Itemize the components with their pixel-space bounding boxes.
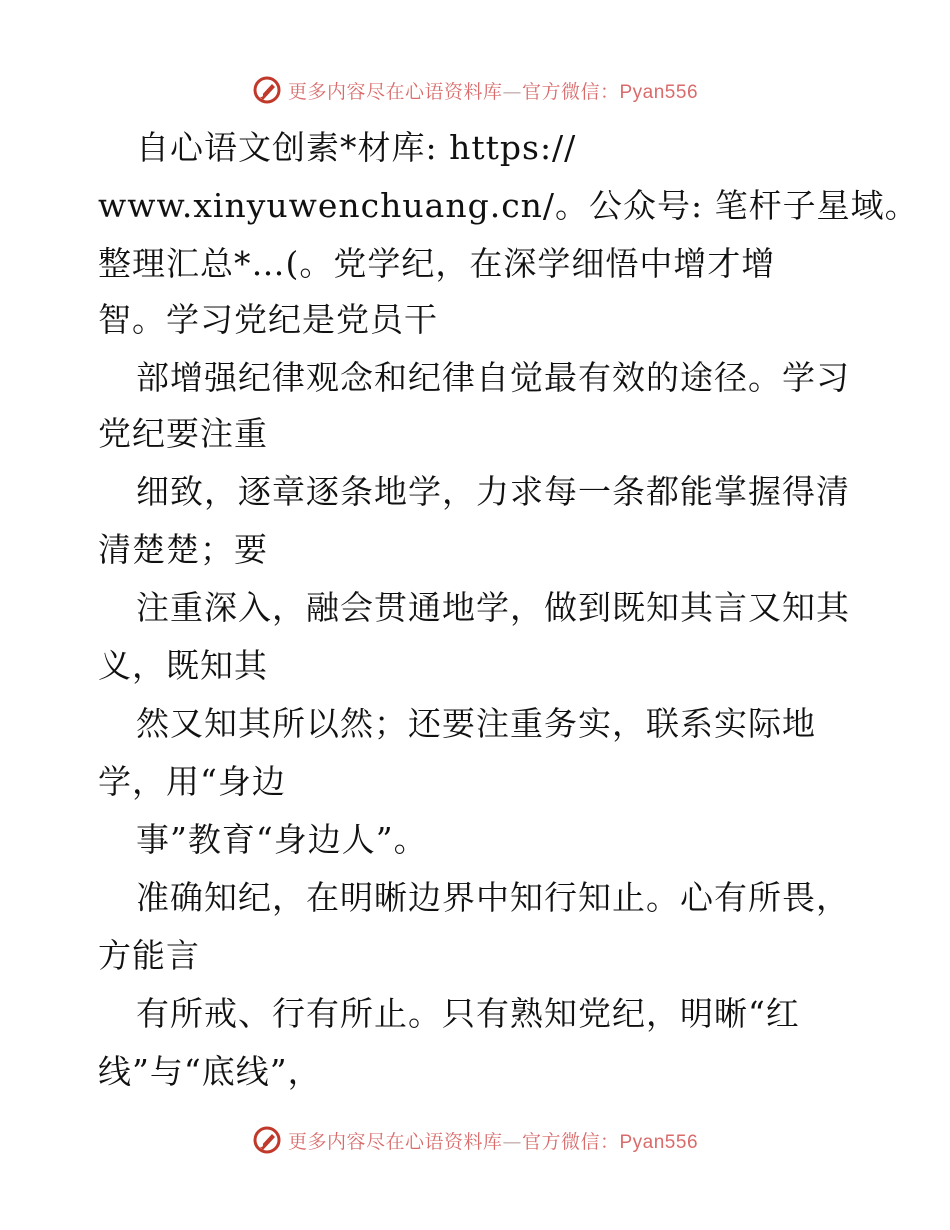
- text-line: 细致，逐章逐条地学，力求每一条都能掌握得清: [136, 472, 850, 511]
- text-line: 部增强纪律观念和纪律自觉最有效的途径。学习: [136, 358, 850, 397]
- watermark-text: [288, 1127, 698, 1154]
- watermark-prefix: 更多内容尽在心语资料库: [287, 1130, 503, 1153]
- text-line: 义，既知其: [98, 646, 268, 685]
- text-line: 有所戒、行有所止。只有熟知党纪，明晰“红: [136, 994, 800, 1033]
- footer-watermark: [0, 1120, 950, 1160]
- text-line: 方能言: [98, 936, 200, 975]
- text-line: 智。学习党纪是党员干: [98, 300, 438, 339]
- watermark-wechat-id: Pyan556: [619, 81, 699, 103]
- pen-logo-icon: [252, 75, 282, 105]
- watermark-wechat-id: Pyan556: [619, 1131, 699, 1153]
- text-line: 注重深入，融会贯通地学，做到既知其言又知其: [136, 588, 850, 627]
- text-line: 党纪要注重: [98, 414, 268, 453]
- watermark-prefix: 更多内容尽在心语资料库: [287, 80, 503, 103]
- watermark-dash: —: [502, 80, 522, 103]
- text-line: 线”与“底线”，: [98, 1052, 322, 1091]
- text-line: 事”教育“身边人”。: [136, 820, 428, 859]
- text-line: 整理汇总*…(。党学纪，在深学细悟中增才增: [98, 244, 776, 283]
- watermark-dash: —: [502, 1130, 522, 1153]
- header-watermark: [0, 70, 950, 110]
- text-line: www.xinyuwenchuang.cn/。公众号: 笔杆子星域。: [98, 186, 919, 225]
- text-line: 清楚楚；要: [98, 530, 268, 569]
- watermark-suffix: 官方微信：: [521, 1130, 620, 1153]
- text-line: 准确知纪，在明晰边界中知行知止。心有所畏，: [136, 878, 850, 917]
- watermark-text: [288, 77, 698, 104]
- text-line: 学，用“身边: [98, 762, 286, 801]
- text-line: 自心语文创素*材库: https://: [136, 128, 577, 167]
- pen-logo-icon: [252, 1125, 282, 1155]
- text-line: 然又知其所以然；还要注重务实，联系实际地: [136, 704, 816, 743]
- watermark-suffix: 官方微信：: [521, 80, 620, 103]
